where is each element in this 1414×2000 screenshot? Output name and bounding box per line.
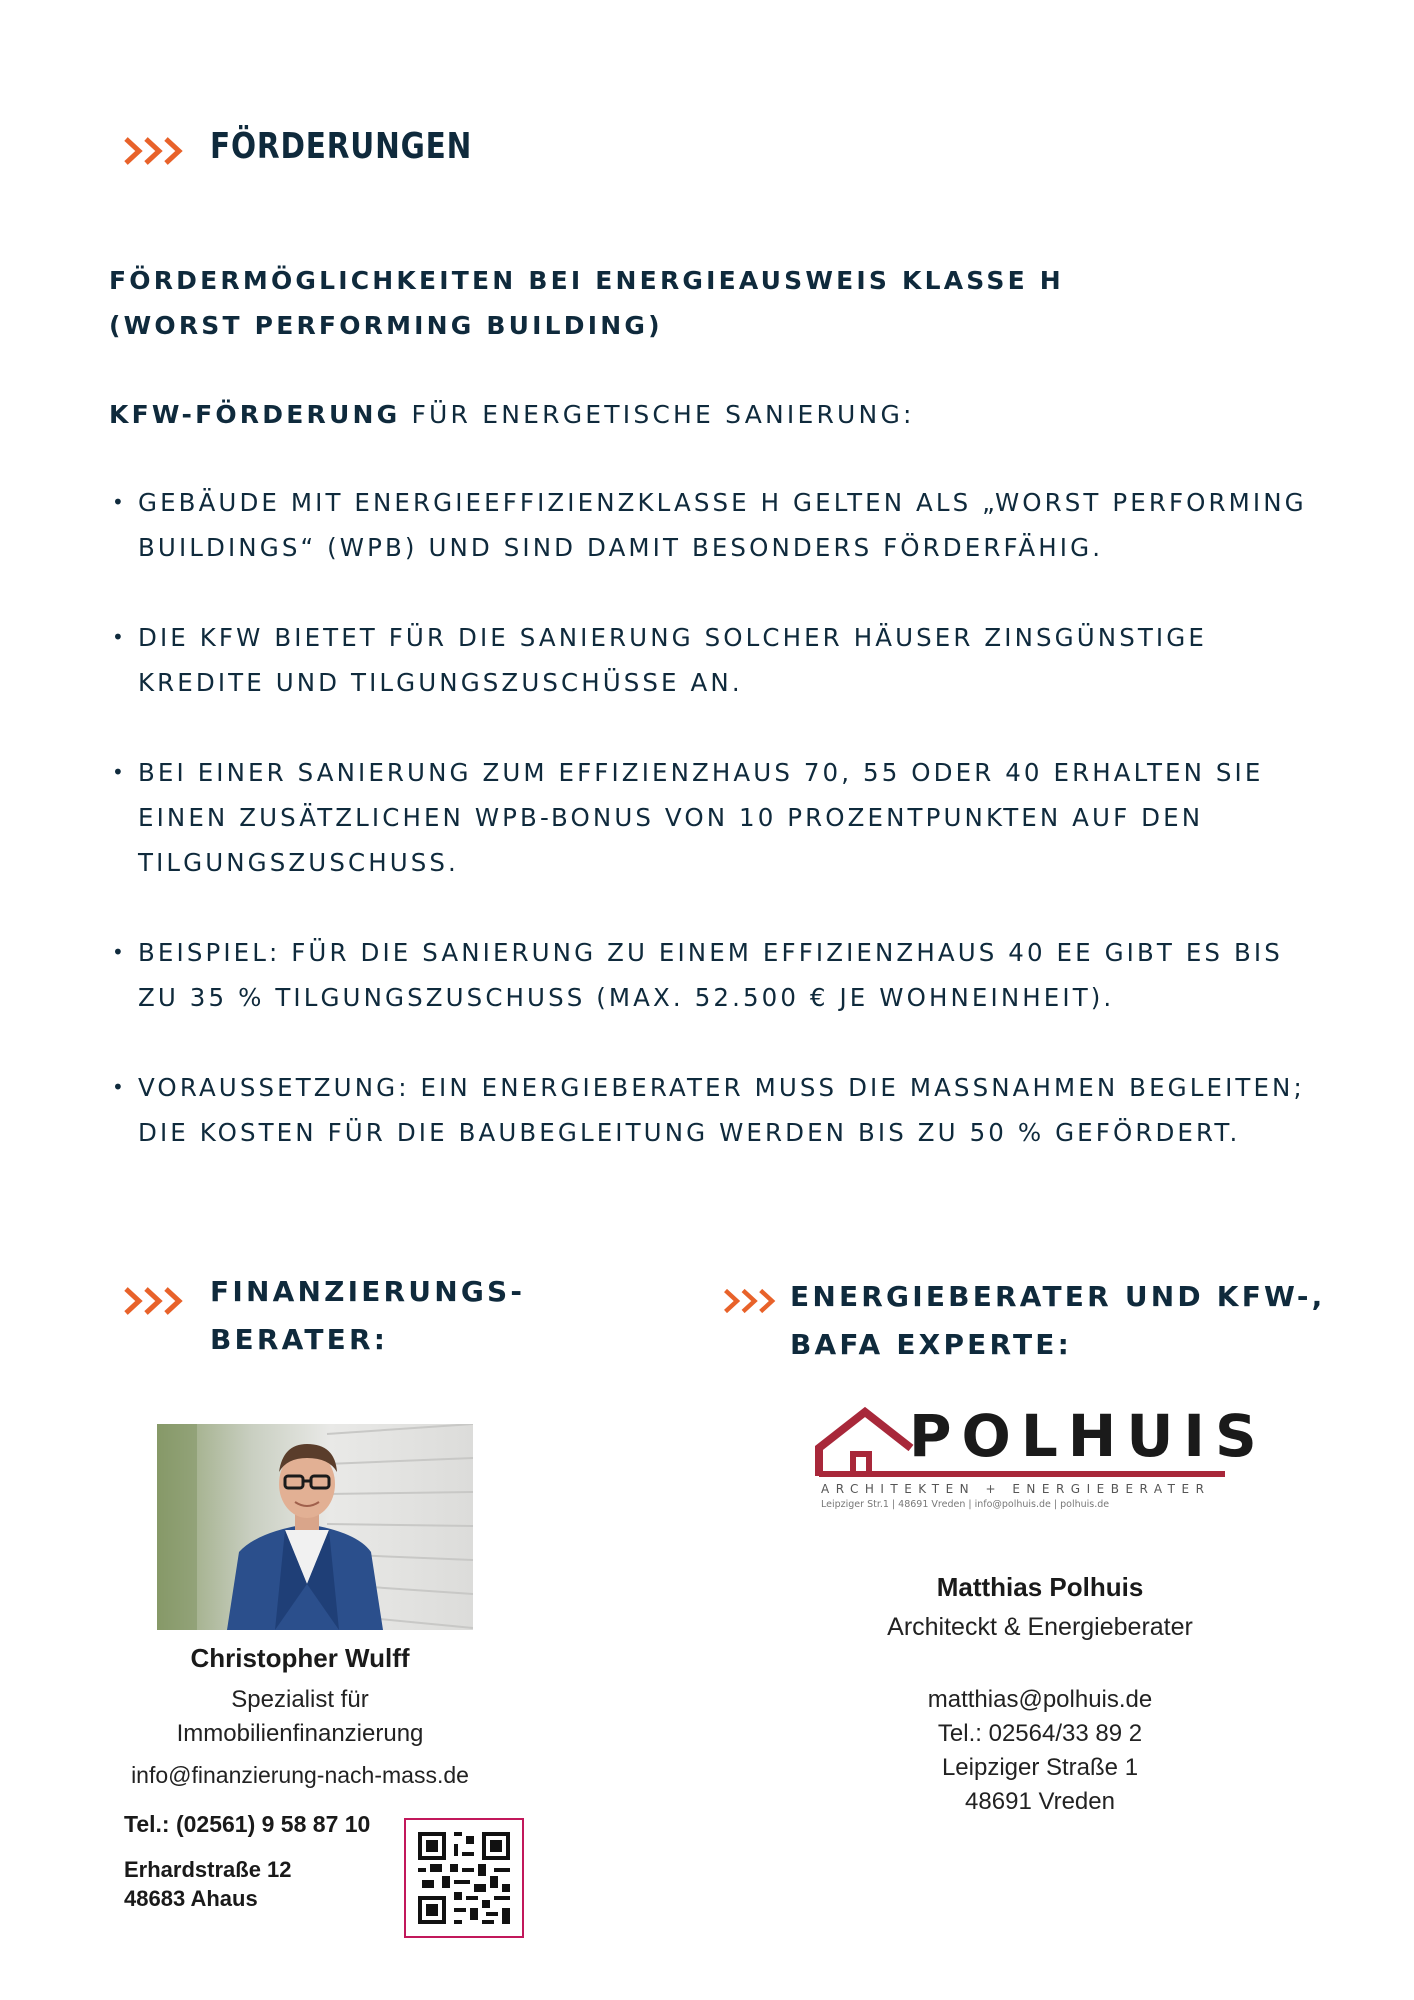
main-heading-line1: FÖRDERMÖGLICHKEITEN BEI ENERGIEAUSWEIS KLASSE H <box>109 266 1064 295</box>
advisor-role <box>100 1683 500 1751</box>
main-heading-line2: (WORST PERFORMING BUILDING) <box>109 311 663 340</box>
qr-code[interactable] <box>404 1818 524 1938</box>
advisor-street: Erhardstraße 12 <box>124 1857 292 1882</box>
polhuis-logo <box>815 1402 1267 1522</box>
bullet-item: • DIE KFW BIETET FÜR DIE SANIERUNG SOLCHER HÄUSER ZINSGÜNSTIGE KREDITE UND TILGUNGSZUSCHÜSSE AN. <box>112 615 1312 705</box>
energy-title-line1: ENERGIEBERATER UND KFW-, <box>790 1280 1326 1313</box>
financing-title-line2: BERATER: <box>210 1323 389 1356</box>
consultant-street: Leipziger Straße 1 <box>941 1754 1139 1781</box>
advisor-email[interactable]: info@finanzierung-nach-mass.de <box>131 1762 469 1788</box>
bullet-item: • BEI EINER SANIERUNG ZUM EFFIZIENZHAUS 70, 55 ODER 40 ERHALTEN SIE EINEN ZUSÄTZLICHEN WPB-BONUS VON 10 PROZENTPUNKTEN AUF DEN TILGUNGSZUSCHUSS. <box>112 750 1312 885</box>
energy-title-line2: BAFA EXPERTE: <box>790 1328 1073 1361</box>
bullet-item: • GEBÄUDE MIT ENERGIEEFFIZIENZKLASSE H GELTEN ALS „WORST PERFORMING BUILDINGS“ (WPB) UND SIND DAMIT BESONDERS FÖRDERFÄHIG. <box>112 480 1312 570</box>
consultant-phone[interactable]: Tel.: 02564/33 89 2 <box>937 1720 1143 1747</box>
chevrons-icon <box>122 134 188 168</box>
consultant-email[interactable]: matthias@polhuis.de <box>927 1686 1153 1713</box>
energy-advisor-title <box>790 1273 1326 1369</box>
advisor-role-line2: Immobilienfinanzierung <box>176 1720 424 1747</box>
main-heading <box>109 258 1229 348</box>
bullet-item: • BEISPIEL: FÜR DIE SANIERUNG ZU EINEM EFFIZIENZHAUS 40 EE GIBT ES BIS ZU 35 % TILGUNGSZUSCHUSS (MAX. 52.500 € JE WOHNEINHEIT). <box>112 930 1312 1020</box>
financing-title-line1: FINANZIERUNGS- <box>210 1275 526 1308</box>
advisor-name: Christopher Wulff <box>190 1643 410 1673</box>
advisor-city: 48683 Ahaus <box>124 1886 258 1911</box>
financing-advisor-title <box>210 1268 525 1364</box>
subheading <box>109 392 1259 437</box>
consultant-role: Architeckt & Energieberater <box>887 1613 1193 1641</box>
chevrons-icon <box>722 1284 780 1318</box>
section-title: FÖRDERUNGEN <box>210 126 473 167</box>
subheading-rest: FÜR ENERGETISCHE SANIERUNG: <box>400 400 915 429</box>
logo-address: Leipziger Str.1 | 48691 Vreden | info@polhuis.de | polhuis.de <box>821 1499 1110 1510</box>
funding-bullet-list <box>112 480 1312 1200</box>
chevrons-icon <box>122 1284 188 1318</box>
logo-tagline: ARCHITEKTEN + ENERGIEBERATER <box>821 1482 1211 1496</box>
advisor-phone[interactable]: Tel.: (02561) 9 58 87 10 <box>124 1811 371 1837</box>
logo-wordmark: POLHUIS <box>909 1402 1267 1470</box>
subheading-bold: KFW-FÖRDERUNG <box>109 400 401 429</box>
consultant-name: Matthias Polhuis <box>936 1572 1144 1602</box>
bullet-item: • VORAUSSETZUNG: EIN ENERGIEBERATER MUSS DIE MASSNAHMEN BEGLEITEN; DIE KOSTEN FÜR DIE BAUBEGLEITUNG WERDEN BIS ZU 50 % GEFÖRDERT. <box>112 1065 1312 1155</box>
advisor-photo <box>157 1424 473 1630</box>
advisor-role-line1: Spezialist für <box>231 1686 369 1713</box>
consultant-city: 48691 Vreden <box>965 1788 1115 1815</box>
advisor-address <box>124 1855 292 1913</box>
